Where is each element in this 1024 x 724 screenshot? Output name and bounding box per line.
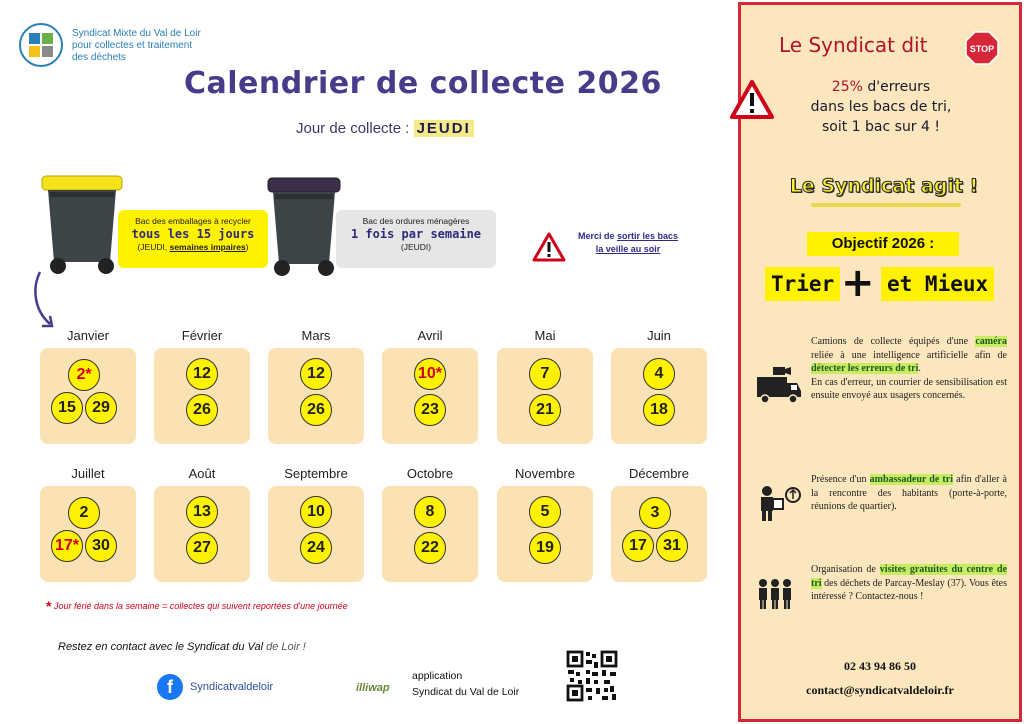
error-statistic <box>771 77 991 137</box>
org-name-line-3: des déchets <box>72 52 126 63</box>
collection-date: 8 <box>414 496 446 528</box>
household-bin-info <box>336 210 496 268</box>
household-bin-label: Bac des ordures ménagères <box>362 216 470 226</box>
camera-truck-icon <box>755 365 803 407</box>
collection-date: 2* <box>68 359 100 391</box>
month-box <box>611 348 707 444</box>
month-box <box>40 348 136 444</box>
syndicat-logo <box>18 22 64 68</box>
collection-date: 15 <box>51 392 83 424</box>
month-name: Juillet <box>71 466 105 481</box>
collection-date: 4 <box>643 358 675 390</box>
qr-code-icon[interactable] <box>566 650 618 702</box>
stay-in-touch-end: de Loir ! <box>266 641 306 653</box>
collection-date: 10* <box>414 358 446 390</box>
month-name: Avril <box>417 328 443 343</box>
email-address[interactable]: contact@syndicatvaldeloir.fr <box>806 683 954 697</box>
illiwap-logo: illiwap <box>356 682 390 694</box>
stat-line-3: soit 1 bac sur 4 ! <box>821 119 940 135</box>
collection-date: 27 <box>186 532 218 564</box>
household-bin-frequency: 1 fois par semaine <box>350 227 482 241</box>
page-title: Calendrier de collecte 2026 <box>184 66 662 101</box>
slogan-better: et Mieux <box>881 267 994 301</box>
month-box <box>497 486 593 582</box>
p2-pre: Présence d'un <box>811 474 870 485</box>
p1-highlight-detect: détecter les erreurs de tri <box>811 363 919 374</box>
app-name: Syndicat du Val de Loir <box>412 686 520 698</box>
stay-in-touch <box>58 641 306 653</box>
org-name-line-1: Syndicat Mixte du Val de Loir <box>72 28 201 39</box>
collection-day <box>296 120 474 137</box>
collection-date: 26 <box>300 394 332 426</box>
ambassador-paragraph <box>811 473 1007 514</box>
collection-date: 21 <box>529 394 561 426</box>
collection-date: 26 <box>186 394 218 426</box>
recycling-detail-prefix: (JEUDI, <box>137 242 170 252</box>
curved-arrow-icon <box>30 268 66 332</box>
reminder-underlined: sortir les bacs <box>616 231 679 241</box>
visit-paragraph <box>811 563 1007 604</box>
recycling-bin-frequency: tous les 15 jours <box>131 227 255 241</box>
collection-day-value: JEUDI <box>414 120 474 137</box>
reminder-prefix: Merci de <box>577 231 617 241</box>
app-label: application <box>412 670 463 682</box>
ambassador-icon <box>755 483 803 523</box>
p2-post: afin d'aller à la rencontre des habitants (porte-à-porte, réunions de quartier). <box>811 474 1007 512</box>
holiday-footnote <box>46 598 348 614</box>
collection-date: 13 <box>186 496 218 528</box>
collection-date: 2 <box>68 497 100 529</box>
month-name: Mars <box>301 328 331 343</box>
collection-date: 23 <box>414 394 446 426</box>
collection-date: 29 <box>85 392 117 424</box>
acts-underline <box>811 203 961 207</box>
month-box <box>268 348 364 444</box>
stay-in-touch-main: Restez en contact avec le Syndicat du Val <box>58 641 267 653</box>
org-name-line-2: pour collectes et traitement <box>72 40 193 51</box>
household-bin-detail: (JEUDI) <box>400 242 432 252</box>
p3-highlight: visites gratuites du centre de tri <box>811 564 1008 589</box>
month-box <box>382 348 478 444</box>
month-box <box>382 486 478 582</box>
stat-line-2: dans les bacs de tri, <box>810 99 952 115</box>
warning-icon <box>532 232 566 262</box>
month-name: Mai <box>534 328 556 343</box>
recycling-bin-lid <box>42 176 122 190</box>
month-name: Septembre <box>284 466 348 481</box>
month-name: Octobre <box>406 466 454 481</box>
camera-paragraph <box>811 335 1007 403</box>
collection-date: 30 <box>85 530 117 562</box>
month-box <box>154 348 250 444</box>
collection-date: 7 <box>529 358 561 390</box>
collection-date: 18 <box>643 394 675 426</box>
p1-pre: Camions de collecte équipés d'une <box>811 336 976 347</box>
app-info <box>412 668 519 700</box>
footnote-text: Jour férié dans la semaine = collectes qui suivent reportées d'une journée <box>53 601 348 611</box>
facebook-link[interactable]: Syndicatvaldeloir <box>190 681 274 693</box>
recycling-bin-icon <box>40 172 126 278</box>
recycling-detail-suffix: ) <box>245 242 249 252</box>
panel-heading: Le Syndicat dit <box>779 33 928 57</box>
collection-date: 22 <box>414 532 446 564</box>
collection-date: 3 <box>639 497 671 529</box>
collection-day-label: Jour de collecte : <box>296 120 410 137</box>
recycling-bin-label: Bac des emballages à recycler <box>135 216 251 226</box>
stat-percent: 25% <box>831 79 863 95</box>
syndicat-acts-heading: Le Syndicat agit ! <box>789 175 979 197</box>
month-box <box>154 486 250 582</box>
warning-large-icon <box>729 79 775 121</box>
month-box <box>611 486 707 582</box>
collection-date: 12 <box>186 358 218 390</box>
collection-date: 10 <box>300 496 332 528</box>
recycling-detail-weeks: semaines impaires <box>169 242 246 252</box>
household-bin-lid <box>268 178 340 192</box>
org-name <box>72 28 201 64</box>
p1-post: . <box>918 363 921 374</box>
objective-label: Objectif 2026 : <box>807 232 959 256</box>
month-name: Août <box>188 466 216 481</box>
p1-mid: reliée à une intelligence artificielle afin de <box>811 349 1007 361</box>
month-name: Juin <box>647 328 671 343</box>
month-box <box>268 486 364 582</box>
p3-post: des déchets de Parcay-Meslay (37). Vous êtes intéressé ? Contactez-nous ! <box>811 577 1007 602</box>
phone-number[interactable]: 02 43 94 86 50 <box>844 659 916 673</box>
month-box <box>40 486 136 582</box>
stat-rest: d'erreurs <box>862 79 931 95</box>
collection-date: 17* <box>51 530 83 562</box>
p1-highlight-camera: caméra <box>975 336 1007 347</box>
p1-second: En cas d'erreur, un courrier de sensibilisation est ensuite envoyé aux usagers concernés. <box>811 376 1007 401</box>
recycling-bin-detail <box>118 242 268 253</box>
month-name: Décembre <box>629 466 689 481</box>
stat-line-1 <box>771 77 991 97</box>
month-box <box>497 348 593 444</box>
reminder-text <box>566 230 690 256</box>
stop-sign-icon <box>965 31 999 65</box>
slogan-sort: Trier <box>765 267 840 301</box>
stop-sign-label: STOP <box>969 44 995 54</box>
slogan-plus: + <box>841 260 875 306</box>
p3-pre: Organisation de <box>811 564 880 575</box>
collection-date: 12 <box>300 358 332 390</box>
collection-date: 24 <box>300 532 332 564</box>
reminder-line-2: la veille au soir <box>595 244 661 254</box>
month-name: Novembre <box>515 466 575 481</box>
month-name: Janvier <box>67 328 109 343</box>
collection-date: 17 <box>622 530 654 562</box>
month-name: Février <box>181 328 223 343</box>
collection-date: 31 <box>656 530 688 562</box>
collection-date: 5 <box>529 496 561 528</box>
recycling-bin-info <box>118 210 268 268</box>
syndicat-info-panel <box>738 2 1022 722</box>
facebook-icon[interactable]: f <box>157 674 183 700</box>
household-bin-icon <box>266 174 344 280</box>
footnote-star: * <box>46 598 52 614</box>
p2-highlight: ambassadeur de tri <box>869 474 953 485</box>
collection-date: 19 <box>529 532 561 564</box>
group-visit-icon <box>755 577 795 611</box>
